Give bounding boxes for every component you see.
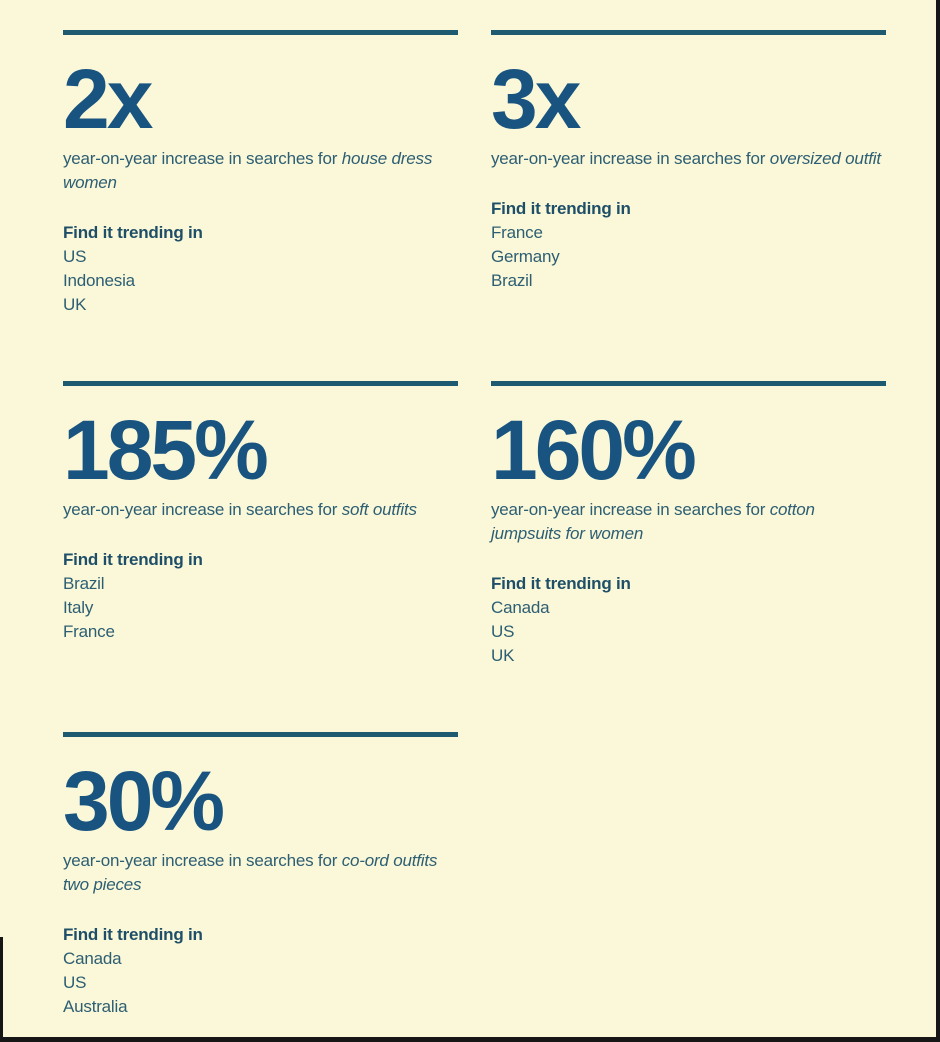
country-item: Canada xyxy=(491,598,550,617)
country-item: US xyxy=(63,973,87,992)
trending-label: Find it trending in xyxy=(63,550,203,569)
stat-description-prefix: year-on-year increase in searches for xyxy=(491,149,770,168)
stat-value: 30% xyxy=(63,754,223,848)
stat-description-prefix: year-on-year increase in searches for xyxy=(63,149,342,168)
country-item: UK xyxy=(63,295,87,314)
country-list xyxy=(491,221,886,293)
country-item: Indonesia xyxy=(63,271,135,290)
search-term: cotton jumpsuits for women xyxy=(491,500,815,543)
search-term: co-ord outfits two pieces xyxy=(63,851,438,894)
stat-card-soft-outfits xyxy=(63,381,458,732)
stat-card-co-ord-outfits xyxy=(63,732,458,1019)
search-term: oversized outfit xyxy=(769,149,881,168)
country-item: US xyxy=(63,247,87,266)
stat-description xyxy=(63,849,458,897)
stat-description xyxy=(491,498,886,546)
stat-card-house-dress-women xyxy=(63,30,458,381)
country-item: US xyxy=(491,622,515,641)
country-item: Germany xyxy=(491,247,560,266)
stat-value: 2x xyxy=(63,52,151,146)
stat-card-cotton-jumpsuits xyxy=(491,381,886,732)
stat-description-prefix: year-on-year increase in searches for xyxy=(491,500,770,519)
stat-value: 3x xyxy=(491,52,579,146)
stat-description-prefix: year-on-year increase in searches for xyxy=(63,500,342,519)
country-item: Canada xyxy=(63,949,122,968)
country-list xyxy=(63,572,458,644)
trending-label: Find it trending in xyxy=(63,223,203,242)
search-term: soft outfits xyxy=(341,500,417,519)
country-item: France xyxy=(491,223,543,242)
trending-label: Find it trending in xyxy=(63,925,203,944)
search-term: house dress women xyxy=(63,149,433,192)
trending-label: Find it trending in xyxy=(491,574,631,593)
country-item: France xyxy=(63,622,115,641)
stat-description xyxy=(63,498,458,522)
country-item: Brazil xyxy=(63,574,105,593)
stat-description xyxy=(491,147,886,171)
country-item: Italy xyxy=(63,598,94,617)
photo-edge-artifact xyxy=(0,937,3,1037)
stat-description xyxy=(63,147,458,195)
country-item: Brazil xyxy=(491,271,533,290)
stat-value: 160% xyxy=(491,403,694,497)
stat-card-oversized-outfit xyxy=(491,30,886,381)
stat-description-prefix: year-on-year increase in searches for xyxy=(63,851,342,870)
country-list xyxy=(491,596,886,668)
trending-label: Find it trending in xyxy=(491,199,631,218)
country-item: Australia xyxy=(63,997,128,1016)
country-item: UK xyxy=(491,646,515,665)
country-list xyxy=(63,947,458,1019)
stat-value: 185% xyxy=(63,403,266,497)
country-list xyxy=(63,245,458,317)
